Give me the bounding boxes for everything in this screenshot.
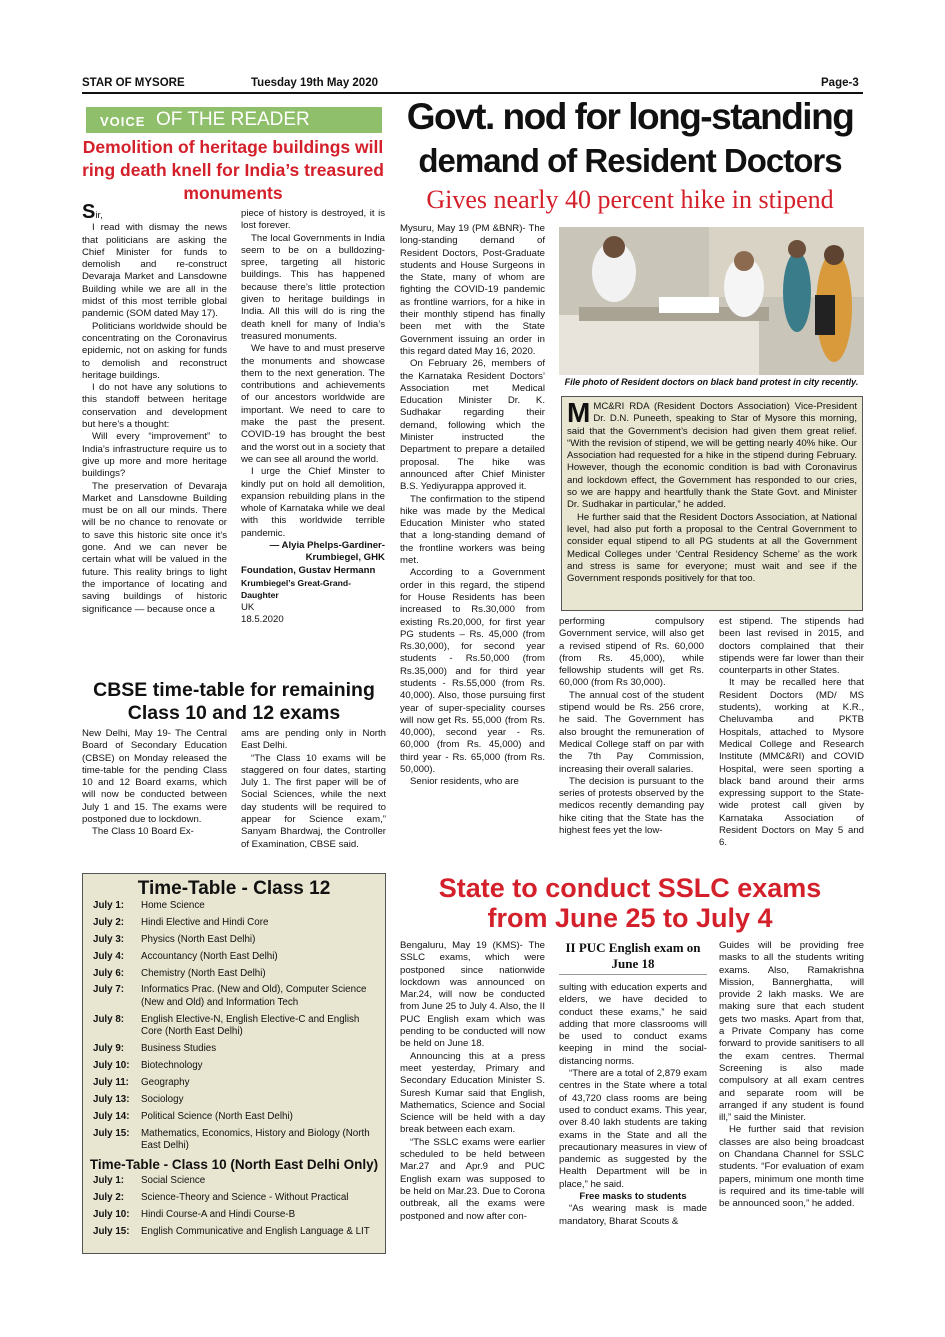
voice-badge-label: VOICE bbox=[100, 114, 146, 129]
timetable-row bbox=[93, 1226, 379, 1239]
paragraph: “As wearing mask is made mandatory, Bharat Scouts & bbox=[559, 1203, 707, 1227]
heritage-col-1 bbox=[82, 201, 227, 616]
timetable-class10-title: Time-Table - Class 10 (North East Delhi Only) bbox=[89, 1157, 379, 1173]
box-paragraph: MMC&RI RDA (Resident Doctors Association) Vice-President Dr. D.N. Puneeth, speaking to Star of Mysore this morning, said that the Government’s decision had given them great relief. “With the revision of stipend, we will be getting nearly 40% hike. Our Association had requested for a hike in the stipend during February. However, though the economic condition is bad with Coronavirus and lockdown effect, the Government has responded to our cries, so we are happy and heartfully thank the State Govt. and Minister Dr. Sudhakar in particular,” he added. bbox=[567, 397, 857, 511]
timetable-row bbox=[93, 1077, 379, 1090]
timetable-subject: English Communicative and English Language & LIT bbox=[141, 1225, 370, 1237]
timetable-row bbox=[93, 917, 379, 930]
timetable-subject: Political Science (North East Delhi) bbox=[141, 1110, 293, 1122]
signature-line: 18.5.2020 bbox=[241, 613, 284, 625]
paragraph: “The Class 10 exams will be staggered on four dates, starting July 1. The first paper will be of Social Sciences, while the next day students will be required to appear for Science exam,” Sanyam Bhardwaj, the Controller of Examination, CBSE said. bbox=[241, 752, 386, 850]
timetable-class12-list bbox=[83, 900, 385, 1153]
page-number: Page-3 bbox=[821, 77, 859, 89]
paragraph: ams are pending only in North East Delhi. bbox=[241, 728, 386, 752]
paragraph: The decision is pursuant to the series of protests observed by the medicos recently demanding pay hike citing that the State has the highest fees yet the low- bbox=[559, 775, 704, 837]
paragraph: Senior residents, who are bbox=[410, 776, 519, 788]
timetable-row bbox=[93, 1128, 379, 1153]
header-rule bbox=[82, 92, 863, 94]
timetable-row bbox=[93, 1060, 379, 1073]
timetable-date: July 8: bbox=[93, 1013, 125, 1025]
timetable-date: July 10: bbox=[93, 1060, 130, 1072]
paragraph: sulting with education experts and elders, we have decided to conduct these exams,” he said adding that more classrooms will be used to conduct exams keeping in mind the social-distancing norms. bbox=[559, 982, 707, 1067]
timetable-date: July 13: bbox=[93, 1093, 130, 1105]
doctors-photo-illustration bbox=[559, 227, 864, 375]
doctors-headline-1: Govt. nod for long-standing bbox=[406, 96, 854, 137]
timetable-row bbox=[93, 1192, 379, 1205]
paragraph: Bengaluru, May 19 (KMS)- The SSLC exams, which were postponed since nationwide lockdown was announced on Mar.24, will now be conducted from June 25 to July 4. Also, the II PUC English exam which was pending to be conducted will now be held on June 18. bbox=[400, 940, 545, 1050]
timetable-date: July 9: bbox=[93, 1043, 125, 1055]
signature-line: Krumbiegel’s Great-Grand-Daughter bbox=[241, 577, 351, 601]
paragraph: piece of history is destroyed, it is lost forever. bbox=[241, 208, 385, 232]
doctors-quote-box bbox=[561, 396, 863, 611]
sslc-headline-2: from June 25 to July 4 bbox=[487, 903, 773, 933]
timetable-subject: Biotechnology bbox=[141, 1060, 203, 1072]
sslc-col-3 bbox=[719, 940, 864, 1211]
doctors-col-3 bbox=[719, 616, 864, 850]
cbse-headline: CBSE time-table for remaining Class 10 and 12 exams bbox=[93, 679, 375, 724]
timetable-row bbox=[93, 984, 379, 1009]
drop-cap: M bbox=[567, 397, 591, 428]
timetable-date: July 2: bbox=[93, 1191, 125, 1203]
timetable-subject: Hindi Course-A and Hindi Course-B bbox=[141, 1208, 296, 1220]
timetable-subject: English Elective-N, English Elective-C and English Core (North East Delhi) bbox=[141, 1013, 360, 1038]
doctors-col-2 bbox=[559, 616, 704, 837]
timetable-subject: Informatics Prac. (New and Old), Computer Science (New and Old) and Information Tech bbox=[141, 984, 367, 1008]
paragraph: Will every “improvement” to India’s infrastructure require us to give up more and more heritage buildings? bbox=[82, 431, 227, 480]
timetable-class12-title: Time-Table - Class 12 bbox=[137, 878, 331, 899]
timetable-row bbox=[93, 1175, 379, 1188]
paragraph: New Delhi, May 19- The Central Board of Secondary Education (CBSE) on Monday released the time-table for the pending Class 10 and 12 Board exams, which will now be conducted between July 1 and 15. The exams were postponed due to lockdown. bbox=[82, 728, 227, 826]
paragraph: We have to and must preserve the monuments and showcase them to the next generation. The contributions and achievements of our ancestors worldwide are important. We need to care to make the past the present. COVID-19 has brought the best and the worst out in a society that we can see all around the world. bbox=[241, 343, 385, 465]
timetable-row bbox=[93, 1209, 379, 1222]
timetable-date: July 7: bbox=[93, 984, 125, 996]
timetable-date: July 4: bbox=[93, 950, 125, 962]
paragraph: On February 26, members of the Karnataka Resident Doctors’ Association met Medical Education Minister Dr. K. Sudhakar regarding their demand, following which the Minister instructed the Department to prepare a detailed proposal. The hike was announced after Chief Minister B.S. Yediyurappa approved it. bbox=[400, 358, 545, 493]
paragraph: I do not have any solutions to this standoff between heritage conservation and development but here’s a thought: bbox=[82, 382, 227, 431]
paragraph: According to a Government order in this regard, the stipend for House Residents has been increased to Rs.30,000 from existing Rs.20,000, for first year PG students – Rs. 45,000 (from Rs.30,000), for second year students - Rs.50,000 (from Rs.35,000) and for third year students - Rs.55,000 (from Rs. 40,000). Also, those pursuing first year of super-speciality courses will now get Rs. 55,000 (from Rs. 40,000), second year - Rs. 60,000 (from Rs. 45,000) and third year - Rs. 65,000 (from Rs. 50,000). bbox=[400, 567, 545, 776]
paper-name: STAR OF MYSORE bbox=[82, 77, 185, 89]
timetable-date: July 2: bbox=[93, 916, 125, 928]
timetable-row bbox=[93, 1111, 379, 1124]
timetable-date: July 15: bbox=[93, 1225, 130, 1237]
paragraph: I read with dismay the news that politicians are asking the Chief Minister for funds to demolish and re-construct Devaraja Market and Lansdowne Building while we are all in the midst of this most terrible global pandemic (SOM dated May 17). bbox=[82, 222, 227, 320]
sslc-subhead: II PUC English exam on June 18 bbox=[559, 940, 707, 975]
timetable-row bbox=[93, 1043, 379, 1056]
paragraph: “There are a total of 2,879 exam centres in the State where a total of 43,720 class rooms are being used to conduct exams. This year, over 8.40 lakh students are taking exams in the State and all the precautionary measures in view of pandemic as suggested by the Health Department will be in place,” he said. bbox=[559, 1068, 707, 1190]
timetable-date: July 15: bbox=[93, 1127, 130, 1139]
paragraph: est stipend. The stipends had been last revised in 2015, and doctors complained that their stipends were far lower than their counterparts in other States. bbox=[719, 616, 864, 677]
sslc-col-1 bbox=[400, 940, 545, 1223]
timetable-subject: Business Studies bbox=[141, 1043, 217, 1055]
signature-line: Foundation, Gustav Hermann bbox=[241, 564, 376, 576]
timetable-subject: Hindi Elective and Hindi Core bbox=[141, 916, 269, 928]
timetable-subject: Social Science bbox=[141, 1175, 206, 1187]
photo-caption: File photo of Resident doctors on black band protest in city recently. bbox=[564, 377, 859, 387]
timetable-subject: Science-Theory and Science - Without Practical bbox=[141, 1191, 349, 1203]
paragraph: Politicians worldwide should be concentrating on the Coronavirus epidemic, not on asking for funds to demolish and reconstruct heritage buildings. bbox=[82, 320, 227, 381]
timetable-subject: Home Science bbox=[141, 900, 205, 911]
voice-badge-sub: OF THE READER bbox=[156, 109, 310, 130]
box-paragraph: He further said that the Resident Doctors Association, at National level, had also put forth a proposal to the Central Government to consider equal stipend to all PG students at all the Government Medical Colleges under ‘Central Residency Scheme’ as the work and stress is same for everyone; must wait and see if the Government responds positively for that too. bbox=[567, 511, 857, 585]
sslc-col-2 bbox=[559, 982, 707, 1228]
signature-line: Krumbiegel, GHK bbox=[305, 552, 385, 564]
timetable-subject: Sociology bbox=[141, 1093, 184, 1105]
issue-date: Tuesday 19th May 2020 bbox=[251, 77, 378, 89]
paragraph: I urge the Chief Minster to kindly put on hold all demolition, expansion rebuilding plans in the whole of Karnataka while we deal with this worldwide terrible pandemic. bbox=[241, 466, 385, 539]
timetable-subject: Chemistry (North East Delhi) bbox=[141, 967, 266, 979]
paragraph: The local Governments in India seem to be on a bulldozing-spree, targeting all historic buildings. This has happened because there’s little protection given to heritage buildings in India. All this will do is ring the death knell for many of India’s treasured monuments. bbox=[241, 232, 385, 342]
paragraph: The preservation of Devaraja Market and Lansdowne Building must be on all our minds. There will be no chance to renovate or to save this historic site once it’s gone. And we can never be certain what will be valued in the future. This reality brings to light the importance of locating and saving buildings of historic significance — because once a bbox=[82, 480, 227, 615]
paragraph: The annual cost of the student stipend would be Rs. 256 crore, he said. The Government has also brought the remuneration of Medical College staff on par with the 7th Pay Commission, increasing their overall salaries. bbox=[559, 689, 704, 775]
timetable-row bbox=[93, 951, 379, 964]
signature-line: UK bbox=[241, 601, 255, 613]
doctors-deck: Gives nearly 40 percent hike in stipend bbox=[426, 185, 834, 214]
timetable-date: July 11: bbox=[93, 1077, 129, 1089]
signature bbox=[241, 540, 385, 565]
paragraph: Mysuru, May 19 (PM &BNR)- The long-standing demand of Resident Doctors, Post-Graduate students and House Surgeons in the State, many of whom are fighting the COVID-19 pandemic as frontline warriors, for a hike in their monthly stipend has finally been met with the State Government issuing an order in this regard dated May 16, 2020. bbox=[400, 223, 545, 357]
timetable-row bbox=[93, 1094, 379, 1107]
timetable-subject: Geography bbox=[141, 1077, 190, 1089]
paragraph: Guides will be providing free masks to all the students writing exams. Also, Ramakrishna Mission, Bannerghatta, will provide 2 lakh masks. We are making sure that each student gets two masks. Apart from that, a Private Company has come forward to provide sanitisers to all the exam centres. Thermal Screening is also made compulsory at all exam centres and separate room will be arranged if any student is found ill,” said the Minister. bbox=[719, 940, 864, 1124]
timetable-class10-list bbox=[83, 1175, 385, 1238]
timetable-date: July 1: bbox=[93, 900, 125, 911]
timetable-date: July 1: bbox=[93, 1175, 125, 1187]
signature-line: — Alyia Phelps-Gardiner- bbox=[269, 540, 385, 552]
timetable-date: July 6: bbox=[93, 967, 125, 979]
doctors-col-1 bbox=[400, 223, 545, 789]
signature-org bbox=[241, 565, 385, 626]
cbse-col-1 bbox=[82, 728, 227, 839]
timetable-subject: Physics (North East Delhi) bbox=[141, 933, 256, 945]
timetable-row bbox=[93, 968, 379, 981]
timetable-box bbox=[82, 873, 386, 1254]
timetable-subject: Accountancy (North East Delhi) bbox=[141, 950, 278, 962]
heritage-col-2 bbox=[241, 208, 385, 626]
paragraph-subhead: Free masks to students bbox=[579, 1191, 687, 1203]
paragraph: It may be recalled here that Resident Doctors (MD/ MS students), working at K.R., Cheluvamba and PKTB Hospitals, attached to Mysore Medical College and Research Institute (MMC&RI) and COVID Hospital, were seen sporting a black band around their arms expressing support to the State-wide protest call given by Karnataka Association of Resident Doctors on May 5 and 6. bbox=[719, 677, 864, 849]
timetable-row bbox=[93, 1014, 379, 1039]
paragraph: The confirmation to the stipend hike was made by the Medical Education Minister who stated that a long-standing demand of the frontline workers was being met. bbox=[400, 493, 545, 567]
paragraph: Announcing this at a press meet yesterday, Primary and Secondary Education Minister S. Suresh Kumar said that English, Mathematics, Science and Social Science will be held with a day break between each exam. bbox=[400, 1050, 545, 1136]
heritage-headline: Demolition of heritage buildings will ring death knell for India’s treasured monuments bbox=[82, 137, 384, 203]
paragraph: The Class 10 Board Ex- bbox=[92, 826, 194, 838]
timetable-date: July 14: bbox=[93, 1110, 130, 1122]
paragraph: He further said that revision classes are also being broadcast on Chandana Channel for SSLC students. “For evaluation of exam papers, minimum one month time is required and its time-table will be announced soon,” he added. bbox=[719, 1124, 864, 1210]
cbse-col-2 bbox=[241, 728, 386, 851]
doctors-photo bbox=[559, 227, 864, 375]
voice-badge bbox=[86, 107, 382, 133]
doctors-headline-2: demand of Resident Doctors bbox=[418, 142, 842, 179]
paragraph: performing compulsory Government service, will also get a revised stipend of Rs. 60,000 (from Rs. 45,000), while fellowship students will get Rs. 60,000 (from Rs 30,000). bbox=[559, 616, 704, 689]
timetable-date: July 10: bbox=[93, 1208, 130, 1220]
timetable-row bbox=[93, 934, 379, 947]
timetable-date: July 3: bbox=[93, 933, 125, 945]
paragraph: “The SSLC exams were earlier scheduled to be held between Mar.27 and Apr.9 and PUC English exam was supposed to be held on Mar.23. Due to Corona outbreak, all the exams were postponed and now after con- bbox=[400, 1136, 545, 1222]
salutation: Sir, bbox=[82, 201, 103, 223]
timetable-subject: Mathematics, Economics, History and Biology (North East Delhi) bbox=[141, 1127, 370, 1152]
sslc-headline-1: State to conduct SSLC exams bbox=[438, 873, 822, 903]
timetable-row bbox=[93, 900, 379, 913]
